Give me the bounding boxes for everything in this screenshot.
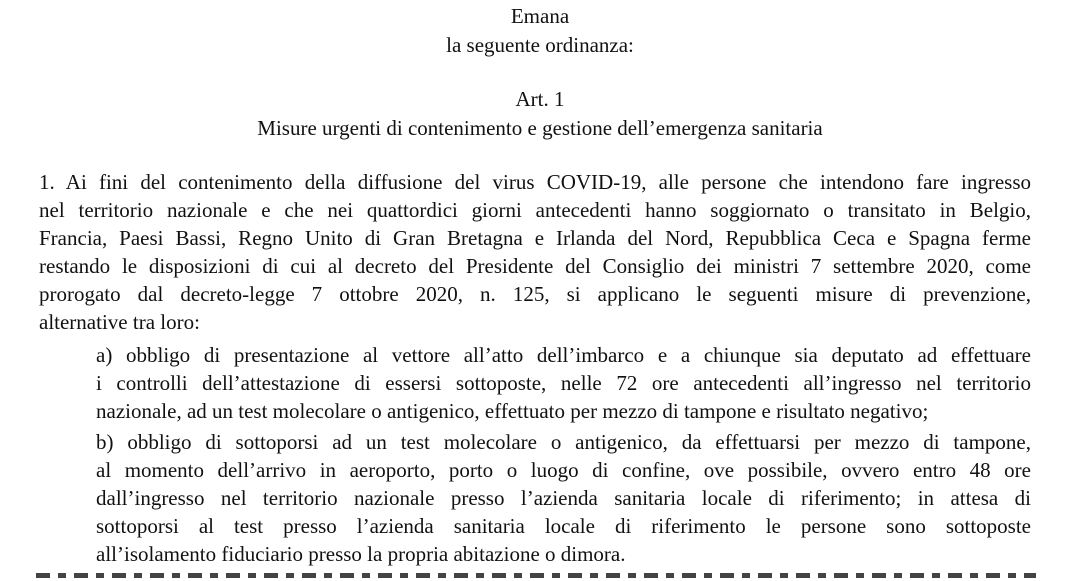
list-item-a-line: nazionale, ad un test molecolare o antigenico, effettuato per mezzo di tampone e risultato negativo; xyxy=(96,399,929,423)
paragraph-1-line: nel territorio nazionale e che nei quattordici giorni antecedenti hanno soggiornato o transitato in Belgio, xyxy=(39,198,1031,222)
list-item-b-line: al momento dell’arrivo in aeroporto, porto o luogo di confine, ove possibile, ovvero entro 48 ore xyxy=(96,458,1031,482)
paragraph-1-line: alternative tra loro: xyxy=(39,310,200,334)
article-number: Art. 1 xyxy=(515,87,565,111)
paragraph-1-line: prorogato dal decreto-legge 7 ottobre 2020, n. 125, si applicano le seguenti misure di prevenzione, xyxy=(39,282,1031,306)
heading-emana: Emana xyxy=(510,4,570,28)
heading-ordinanza: la seguente ordinanza: xyxy=(446,33,634,57)
paragraph-1-line: restando le disposizioni di cui al decreto del Presidente del Consiglio dei ministri 7 settembre 2020, come xyxy=(39,254,1031,278)
cut-off-text-line xyxy=(36,571,1036,581)
list-item-b-line: all’isolamento fiduciario presso la propria abitazione o dimora. xyxy=(96,542,626,566)
list-item-a-line: i controlli dell’attestazione di essersi sottoposte, nelle 72 ore antecedenti all’ingresso nel territorio xyxy=(96,371,1031,395)
list-item-a-line: a) obbligo di presentazione al vettore all’atto dell’imbarco e a chiunque sia deputato ad effettuare xyxy=(96,343,1031,367)
paragraph-1-line: 1. Ai fini del contenimento della diffusione del virus COVID-19, alle persone che intendono fare ingresso xyxy=(39,170,1031,194)
list-item-b-line: sottoporsi al test presso l’azienda sanitaria locale di riferimento le persone sono sottoposte xyxy=(96,514,1031,538)
article-title: Misure urgenti di contenimento e gestione dell’emergenza sanitaria xyxy=(257,116,823,140)
list-item-b-line: dall’ingresso nel territorio nazionale presso l’azienda sanitaria locale di riferimento; in attesa di xyxy=(96,486,1031,510)
paragraph-1-line: Francia, Paesi Bassi, Regno Unito di Gran Bretagna e Irlanda del Nord, Repubblica Ceca e Spagna ferme xyxy=(39,226,1031,250)
list-item-b-line: b) obbligo di sottoporsi ad un test molecolare o antigenico, da effettuarsi per mezzo di tampone, xyxy=(96,430,1031,454)
